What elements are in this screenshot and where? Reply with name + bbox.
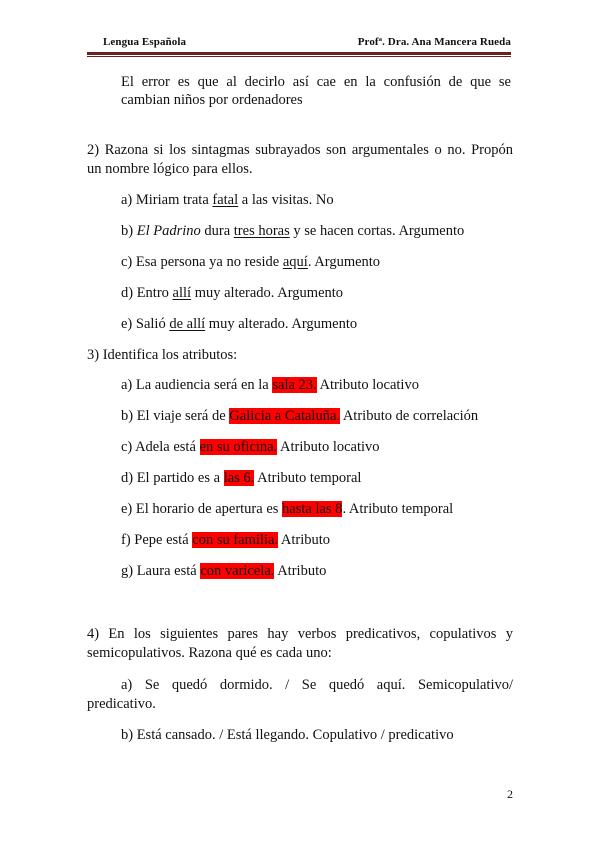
q2-item-d: d) Entro allí muy alterado. Argumento [121, 285, 344, 301]
q4-title-line-1: 4) En los siguientes pares hay verbos predicativos, copulativos y [87, 626, 513, 642]
italic-title: El Padrino [136, 223, 201, 239]
q2-title-line-1: 2) Razona si los sintagmas subrayados son argumentales o no. Propón [87, 142, 513, 158]
highlighted-attribute: con su familia. [192, 532, 279, 548]
highlighted-attribute: las 6. [223, 470, 255, 486]
q2-item-e: e) Salió de allí muy alterado. Argumento [121, 316, 358, 332]
underlined-phrase: allí [172, 285, 192, 301]
q3-item-a: a) La audiencia será en la sala 23. Atributo locativo [121, 377, 419, 393]
q2-item-b: b) El Padrino dura tres horas y se hacen cortas. Argumento [121, 223, 465, 239]
highlighted-attribute: Galicia a Cataluña. [229, 408, 341, 424]
header-author: Profª. Dra. Ana Mancera Rueda [357, 36, 511, 48]
q3-item-d: d) El partido es a las 6. Atributo temporal [121, 470, 362, 486]
q3-title: 3) Identifica los atributos: [87, 347, 238, 363]
intro-line-1: El error es que al decirlo así cae en la confusión de que se [121, 74, 511, 90]
underlined-phrase: fatal [212, 192, 239, 208]
page-number: 2 [507, 787, 513, 801]
intro-line-2: cambian niños por ordenadores [121, 92, 303, 108]
q2-item-c: c) Esa persona ya no reside aquí. Argumento [121, 254, 381, 270]
q3-item-g: g) Laura está con varicela. Atributo [121, 563, 327, 579]
q3-item-f: f) Pepe está con su familia. Atributo [121, 532, 331, 548]
header-subject: Lengua Española [103, 36, 187, 48]
underlined-phrase: de allí [169, 316, 206, 332]
q4-item-a-line-2: predicativo. [87, 696, 156, 712]
q3-item-e: e) El horario de apertura es hasta las 8. Atributo temporal [121, 501, 454, 517]
highlighted-attribute: sala 23. [272, 377, 317, 393]
q3-item-b: b) El viaje será de Galicia a Cataluña. Atributo de correlación [121, 408, 479, 424]
q2-title-line-2: un nombre lógico para ellos. [87, 161, 253, 177]
q2-item-a: a) Miriam trata fatal a las visitas. No [121, 192, 334, 208]
q4-item-b: b) Está cansado. / Está llegando. Copulativo / predicativo [121, 727, 454, 743]
page-header [87, 34, 511, 50]
underlined-phrase: aquí [282, 254, 308, 270]
q4-title-line-2: semicopulativos. Razona qué es cada uno: [87, 645, 332, 661]
q4-item-a-line-1: a) Se quedó dormido. / Se quedó aquí. Semicopulativo/ [121, 677, 513, 693]
header-rule-thick [87, 52, 511, 55]
highlighted-attribute: en su oficina. [199, 439, 278, 455]
highlighted-attribute: hasta las 8 [282, 501, 343, 517]
header-rule-thin [87, 56, 511, 57]
q3-item-c: c) Adela está en su oficina. Atributo locativo [121, 439, 380, 455]
underlined-phrase: tres horas [233, 223, 290, 239]
highlighted-attribute: con varicela. [200, 563, 275, 579]
